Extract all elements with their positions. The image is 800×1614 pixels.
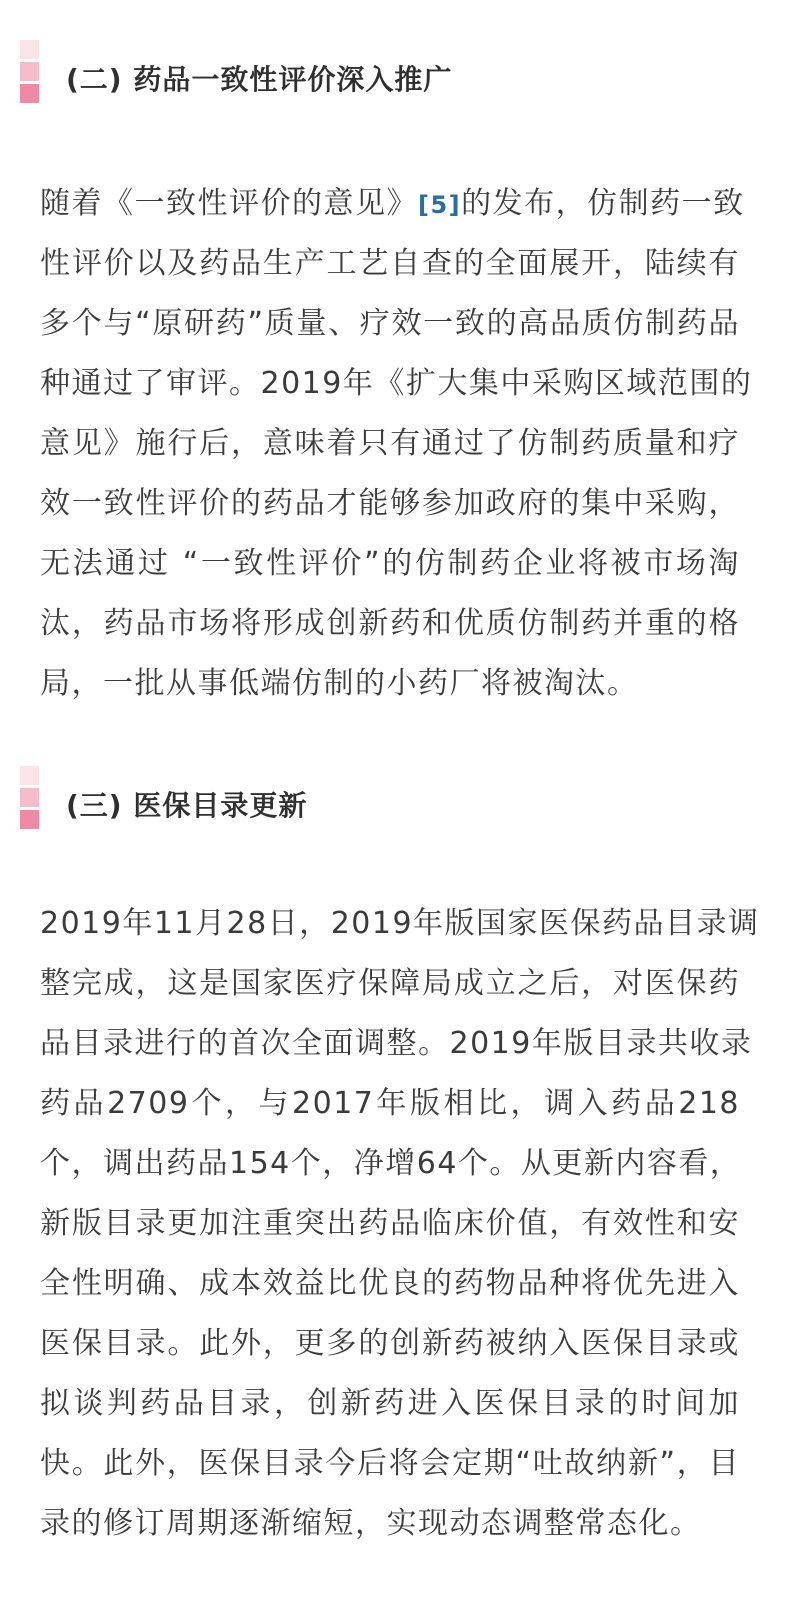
section-heading-2: [20, 766, 780, 836]
paragraph-line: 性评价以及药品生产工艺自查的全面展开，陆续有: [40, 246, 740, 281]
line-text: 随着《一致性评价的意见》: [40, 186, 418, 221]
paragraph-line: 快。此外，医保目录今后将会定期“吐故纳新”，目: [40, 1446, 740, 1481]
paragraph-line: 汰，药品市场将形成创新药和优质仿制药并重的格: [40, 606, 740, 641]
paragraph-line: 医保目录。此外，更多的创新药被纳入医保目录或: [40, 1326, 740, 1361]
line-text: 的发布，仿制药一致: [461, 186, 745, 221]
paragraph-line: 新版目录更加注重突出药品临床价值，有效性和安: [40, 1206, 740, 1241]
section-paragraph-2: [40, 894, 760, 1554]
paragraph-line: 拟谈判药品目录，创新药进入医保目录的时间加: [40, 1386, 740, 1421]
paragraph-line: 2019年11月28日，2019年版国家医保药品目录调: [40, 906, 760, 941]
decoration-bar: [20, 810, 39, 829]
decoration-bar: [20, 62, 39, 81]
decoration-bar: [20, 84, 39, 103]
paragraph-line: 全性明确、成本效益比优良的药物品种将优先进入: [40, 1266, 740, 1301]
decoration-bar: [20, 788, 39, 807]
reference-link[interactable]: [5]: [418, 191, 462, 219]
paragraph-line: 品目录进行的首次全面调整。2019年版目录共收录: [40, 1026, 753, 1061]
heading-decoration-bars: [20, 766, 40, 830]
paragraph-line: 效一致性评价的药品才能够参加政府的集中采购，: [40, 486, 740, 521]
paragraph-line: 多个与“原研药”质量、疗效一致的高品质仿制药品: [40, 306, 740, 341]
section-paragraph-1: [40, 174, 753, 714]
paragraph-line: 药品2709个，与2017年版相比，调入药品218: [40, 1086, 740, 1121]
paragraph-line: 整完成，这是国家医疗保障局成立之后，对医保药: [40, 966, 740, 1001]
section-heading-1: [20, 40, 780, 110]
heading-decoration-bars: [20, 40, 40, 104]
paragraph-line: 个，调出药品154个，净增64个。从更新内容看，: [40, 1146, 742, 1181]
decoration-bar: [20, 40, 39, 59]
paragraph-line: [40, 174, 745, 234]
decoration-bar: [20, 766, 39, 785]
paragraph-line: 局，一批从事低端仿制的小药厂将被淘汰。: [40, 666, 639, 701]
paragraph-line: 意见》施行后，意味着只有通过了仿制药质量和疗: [40, 426, 740, 461]
section-title: (二) 药品一致性评价深入推广: [66, 63, 453, 96]
section-title: (三) 医保目录更新: [66, 789, 308, 822]
paragraph-line: 无法通过 “一致性评价”的仿制药企业将被市场淘: [40, 546, 740, 581]
paragraph-line: 种通过了审评。2019年《扩大集中采购区域范围的: [40, 366, 753, 401]
paragraph-line: 录的修订周期逐渐缩短，实现动态调整常态化。: [40, 1506, 702, 1541]
